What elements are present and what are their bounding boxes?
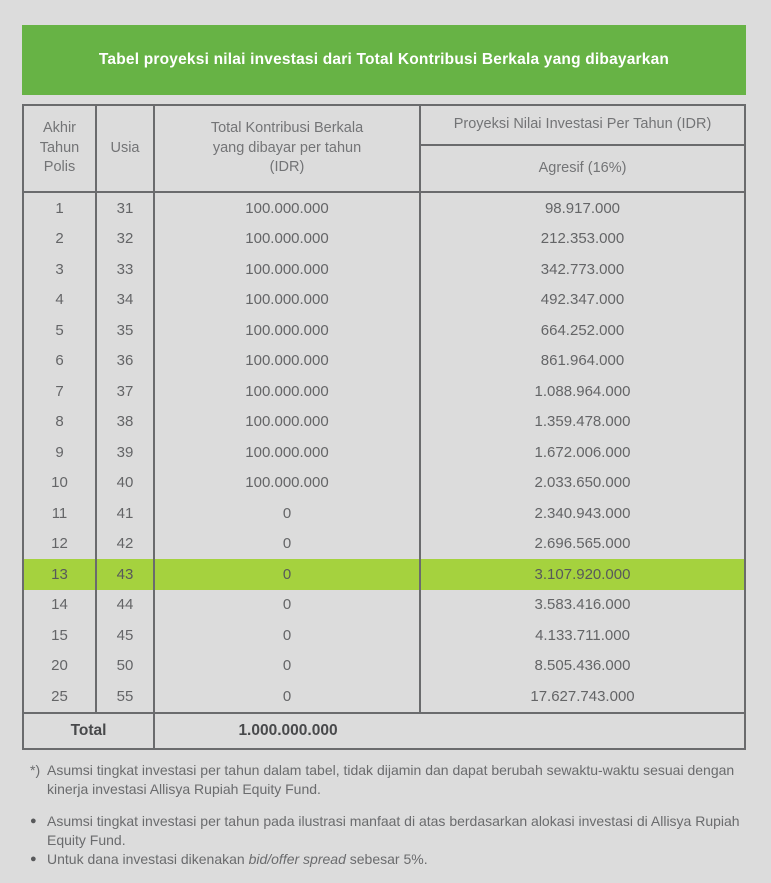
cell-age: 40: [97, 468, 155, 499]
cell-contribution: 0: [155, 620, 421, 651]
cell-contribution: 0: [155, 559, 421, 590]
table-body: [24, 193, 744, 712]
table-row: [24, 376, 744, 407]
table-row: [24, 681, 744, 712]
cell-projection: 342.773.000: [540, 260, 625, 278]
cell-year: 12: [24, 529, 97, 560]
cell-projection: 492.347.000: [540, 291, 625, 309]
header-total-kontribusi-line2: yang dibayar per tahun: [212, 139, 362, 156]
footnote-text-italic: bid/offer spread: [248, 851, 346, 867]
total-label: Total: [24, 714, 155, 748]
cell-age: 55: [97, 681, 155, 712]
table-row: [24, 315, 744, 346]
cell-age: 42: [97, 529, 155, 560]
footnote-text-post: sebesar 5%.: [345, 851, 428, 867]
header-proyeksi-nilai-investasi: Proyeksi Nilai Investasi Per Tahun (IDR): [421, 106, 744, 146]
cell-age: 36: [97, 346, 155, 377]
table-row: [24, 620, 744, 651]
table-row: [24, 437, 744, 468]
table-row: [24, 346, 744, 377]
footnote-bullet-2-text: [47, 850, 762, 869]
table-row: [24, 254, 744, 285]
footnote-spacer: [30, 799, 762, 812]
cell-projection: 1.359.478.000: [534, 413, 631, 431]
header-agresif-16: Agresif (16%): [538, 159, 627, 176]
footnote-bullet-1-text: [47, 812, 762, 850]
cell-age: 38: [97, 407, 155, 438]
cell-year: 7: [24, 376, 97, 407]
cell-age: 34: [97, 285, 155, 316]
cell-year: 6: [24, 346, 97, 377]
cell-year: 8: [24, 407, 97, 438]
cell-contribution: 0: [155, 498, 421, 529]
cell-year: 20: [24, 651, 97, 682]
projection-table: [22, 104, 746, 750]
footnote-line: Equity Fund.: [47, 832, 126, 848]
footnote-line: Asumsi tingkat investasi per tahun pada ilustrasi manfaat di atas berdasarkan alokasi investasi di Allisya Rupiah: [47, 813, 740, 829]
cell-contribution: 100.000.000: [155, 285, 421, 316]
cell-projection: 1.672.006.000: [534, 443, 631, 461]
cell-projection: 8.505.436.000: [534, 657, 631, 675]
table-row: [24, 193, 744, 224]
cell-projection: 1.088.964.000: [534, 382, 631, 400]
cell-age: 37: [97, 376, 155, 407]
table-row: [24, 529, 744, 560]
table-title-banner: [22, 25, 746, 95]
cell-contribution: 0: [155, 681, 421, 712]
cell-contribution: 0: [155, 590, 421, 621]
footnote-asterisk: [30, 761, 762, 799]
cell-contribution: 100.000.000: [155, 254, 421, 285]
cell-contribution: 100.000.000: [155, 224, 421, 255]
cell-contribution: 100.000.000: [155, 407, 421, 438]
cell-year: 2: [24, 224, 97, 255]
cell-projection: 98.917.000: [544, 199, 621, 217]
header-total-kontribusi-line3: (IDR): [269, 159, 305, 176]
table-row: [24, 285, 744, 316]
table-row: [24, 224, 744, 255]
cell-contribution: 100.000.000: [155, 437, 421, 468]
cell-contribution: 0: [155, 651, 421, 682]
table-header-row: [24, 106, 744, 193]
cell-projection: 2.340.943.000: [534, 504, 631, 522]
header-total-kontribusi: [155, 106, 421, 191]
cell-projection: 212.353.000: [540, 230, 625, 248]
footnote-line: [47, 850, 762, 869]
cell-year: 5: [24, 315, 97, 346]
cell-projection: 664.252.000: [540, 321, 625, 339]
table-row: [24, 407, 744, 438]
cell-age: 43: [97, 559, 155, 590]
page-title: Tabel proyeksi nilai investasi dari Total Kontribusi Berkala yang dibayarkan: [98, 51, 670, 68]
header-proyeksi-group: [421, 106, 744, 191]
cell-year: 13: [24, 559, 97, 590]
cell-year: 15: [24, 620, 97, 651]
header-total-kontribusi-line1: Total Kontribusi Berkala: [210, 120, 364, 137]
cell-contribution: 0: [155, 529, 421, 560]
table-row: [24, 498, 744, 529]
footnote-text-pre: Untuk dana investasi dikenakan: [47, 851, 249, 867]
cell-year: 9: [24, 437, 97, 468]
cell-contribution: 100.000.000: [155, 346, 421, 377]
cell-contribution: 100.000.000: [155, 376, 421, 407]
cell-year: 25: [24, 681, 97, 712]
cell-age: 31: [97, 193, 155, 224]
table-row-highlighted: [24, 559, 744, 590]
cell-age: 35: [97, 315, 155, 346]
cell-year: 3: [24, 254, 97, 285]
cell-age: 50: [97, 651, 155, 682]
cell-projection: 861.964.000: [540, 352, 625, 370]
cell-projection: 2.696.565.000: [534, 535, 631, 553]
cell-contribution: 100.000.000: [155, 315, 421, 346]
footnote-asterisk-text: [47, 761, 762, 799]
cell-age: 33: [97, 254, 155, 285]
cell-age: 32: [97, 224, 155, 255]
cell-year: 4: [24, 285, 97, 316]
bullet-icon: ●: [30, 853, 37, 865]
total-contribution-cell: [155, 714, 744, 748]
cell-projection: 3.107.920.000: [534, 565, 631, 583]
footnote-line: Asumsi tingkat investasi per tahun dalam tabel, tidak dijamin dan dapat berubah sewaktu-waktu sesuai dengan: [47, 762, 735, 778]
footnote-bullet-1: [30, 812, 762, 850]
table-total-row: [24, 712, 744, 748]
cell-year: 14: [24, 590, 97, 621]
table-row: [24, 590, 744, 621]
footnotes: [30, 761, 762, 869]
cell-year: 10: [24, 468, 97, 499]
cell-projection: 3.583.416.000: [534, 596, 631, 614]
cell-age: 39: [97, 437, 155, 468]
cell-contribution: 100.000.000: [155, 468, 421, 499]
table-row: [24, 651, 744, 682]
table-row: [24, 468, 744, 499]
cell-contribution: 100.000.000: [155, 193, 421, 224]
asterisk-marker: *): [30, 762, 41, 778]
cell-age: 41: [97, 498, 155, 529]
cell-year: 1: [24, 193, 97, 224]
cell-projection: 2.033.650.000: [534, 474, 631, 492]
header-akhir-tahun-polis: Akhir Tahun Polis: [24, 106, 97, 191]
cell-year: 11: [24, 498, 97, 529]
header-usia: Usia: [97, 106, 155, 191]
cell-age: 45: [97, 620, 155, 651]
bullet-icon: ●: [30, 815, 37, 827]
cell-age: 44: [97, 590, 155, 621]
total-contribution-value: 1.000.000.000: [238, 721, 338, 739]
cell-projection: 17.627.743.000: [530, 687, 635, 705]
footnote-line: kinerja investasi Allisya Rupiah Equity Fund.: [47, 781, 321, 797]
cell-projection: 4.133.711.000: [535, 626, 630, 644]
footnote-bullet-2: [30, 850, 762, 869]
